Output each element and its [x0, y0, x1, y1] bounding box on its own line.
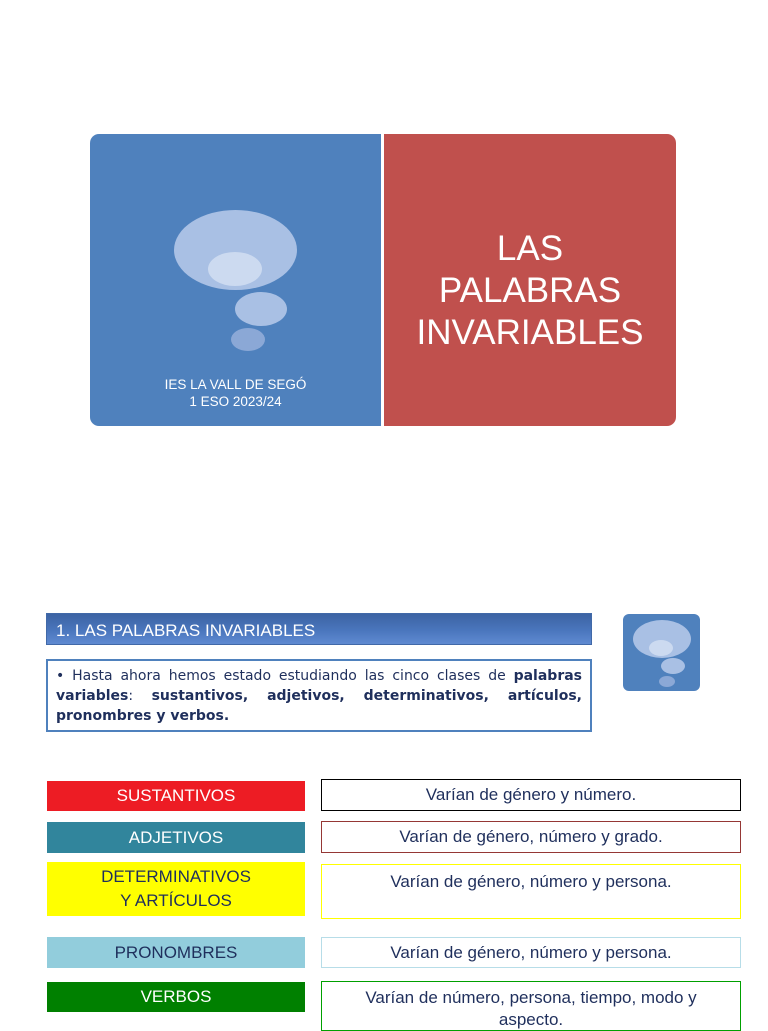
intro-text: • Hasta ahora hemos estado estudiando las cinco clases de	[56, 668, 514, 684]
category-determinativos-line2: Y ARTÍCULOS	[120, 891, 232, 910]
thumb-bubble-highlight-icon	[649, 640, 673, 656]
cover-course: 1 ESO 2023/24	[189, 394, 282, 409]
thumb-bubble-mid-icon	[661, 658, 685, 674]
thought-bubble-highlight-icon	[208, 252, 262, 286]
description-pronombres: Varían de género, número y persona.	[321, 937, 741, 968]
description-verbos: Varían de número, persona, tiempo, modo y aspecto.	[321, 981, 741, 1031]
cover-title-line1: LAS	[496, 229, 564, 268]
description-determinativos: Varían de género, número y persona.	[321, 864, 741, 919]
intro-bold-list: sustantivos, adjetivos, determinativos, artículos, pronombres y verbos.	[56, 688, 582, 724]
description-adjetivos: Varían de género, número y grado.	[321, 821, 741, 853]
category-determinativos-line1: DETERMINATIVOS	[101, 867, 251, 886]
category-determinativos	[47, 862, 305, 916]
cover-slide	[90, 134, 676, 426]
cover-school: IES LA VALL DE SEGÓ	[164, 377, 307, 392]
cover-title-line3: INVARIABLES	[416, 313, 644, 352]
thought-bubble-thumbnail	[623, 614, 700, 691]
category-verbos: VERBOS	[47, 982, 305, 1012]
intro-bold-variables: palabras variables	[56, 668, 582, 704]
thought-bubble-mid-icon	[235, 292, 287, 326]
category-adjetivos: ADJETIVOS	[47, 822, 305, 853]
thought-bubble-small-icon	[231, 328, 265, 351]
thumb-bubble-small-icon	[659, 676, 675, 687]
section-heading: 1. LAS PALABRAS INVARIABLES	[56, 621, 316, 640]
intro-text-box	[46, 659, 592, 732]
category-pronombres: PRONOMBRES	[47, 937, 305, 968]
section-heading-bar	[46, 613, 592, 645]
category-sustantivos: SUSTANTIVOS	[47, 781, 305, 811]
description-sustantivos: Varían de género y número.	[321, 779, 741, 811]
cover-title-line2: PALABRAS	[438, 271, 622, 310]
cover-title	[384, 228, 676, 354]
intro-colon: :	[128, 688, 152, 704]
cover-left-panel	[90, 134, 381, 426]
cover-right-panel	[384, 134, 676, 426]
cover-subtitle	[90, 376, 381, 410]
